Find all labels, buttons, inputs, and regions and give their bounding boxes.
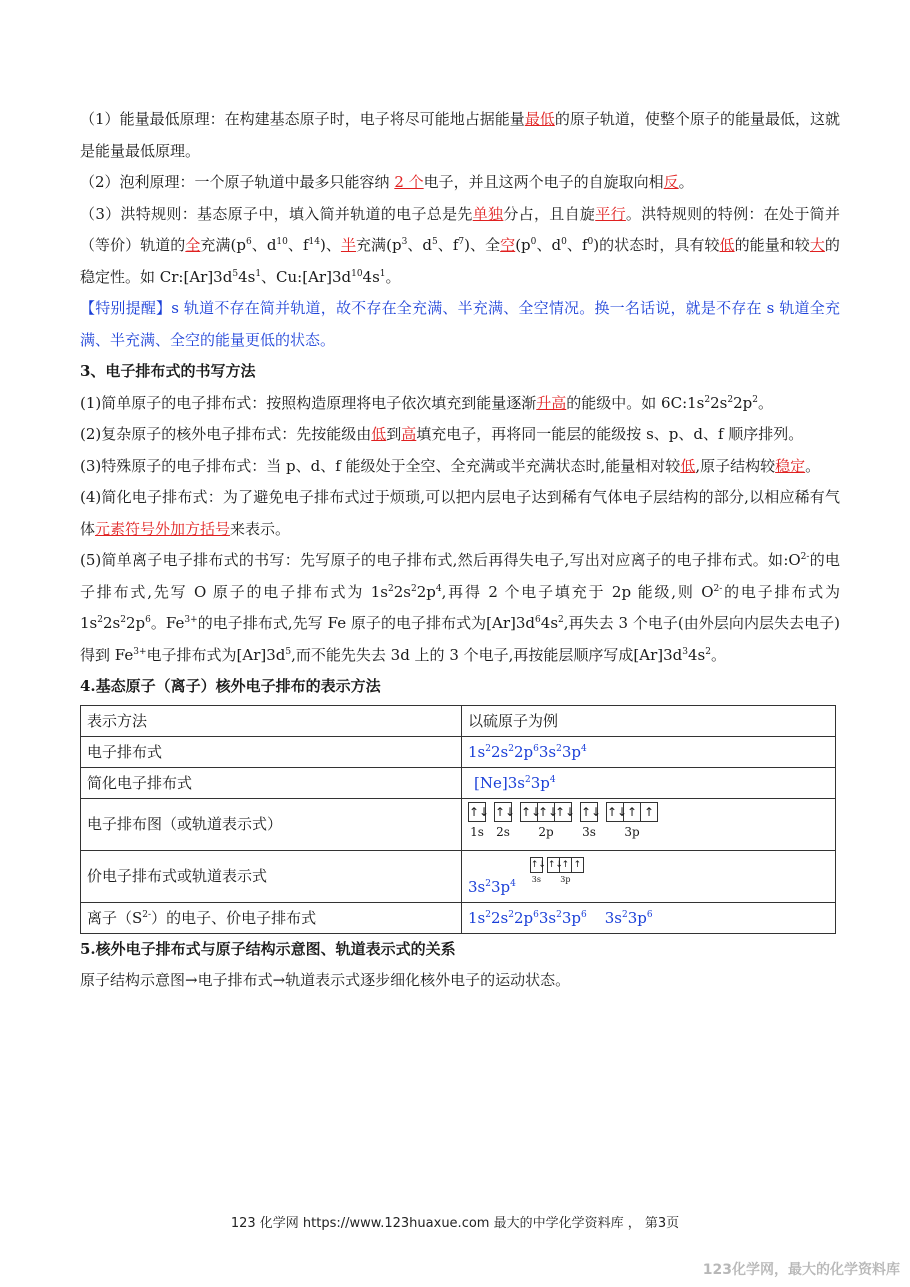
note-text: s 轨道不存在简并轨道，故不存在全充满、半充满、全空情况。换一名话说，就是不存在 s 轨道全充满、半充满、全空的能量更低的状态。 [80,299,840,349]
text: (p [515,236,531,254]
rule-special-atom [80,451,840,483]
text: 2s [102,614,121,632]
text: 、f [566,236,588,254]
orbital-2s [494,802,516,840]
text: 来表示。 [230,519,291,538]
table-row [81,767,836,798]
keyword: 低 [680,456,696,475]
arrow-pair-icon: ↑↓ [468,802,486,822]
text: 充满(p [200,236,246,254]
paragraph-energy-principle [80,104,840,167]
text: 到 [386,425,402,443]
table-cell: $1s^22s^22p^63s^23p^6$ $3s^23p^6$ [462,902,836,933]
text: 的原子轨道，使整个原子的能量最低，这就是能量最低原理。 [80,110,840,160]
arrow-pair-icon: ↑↓ [555,802,572,822]
table-header-cell: 表示方法 [81,705,462,736]
superscript: 2 [704,394,711,405]
rule-complex-atom [80,419,840,451]
superscript: 5 [285,646,292,657]
orbital-1s [468,802,490,840]
text: （3）洪特规则：基态原子中，填入简并轨道的电子总是先 [80,204,473,223]
valence-cell [462,850,836,902]
superscript: 5 [432,237,438,247]
text: 4s [362,267,380,286]
text: (3)特殊原子的电子排布式：当 p、d、f 能级处于全空、全充满或半充满状态时,能量相对较 [80,456,681,475]
arrow-pair-icon: ↑↓ [530,857,543,873]
text: 充满(p [356,236,402,254]
superscript: 3+ [133,646,147,657]
paragraph-hund-rule [80,199,840,294]
text: 、d [251,236,277,254]
page-content [80,104,840,997]
orbital-3p [547,857,584,885]
superscript: 2 [410,583,417,594]
table-cell: 价电子排布式或轨道表示式 [81,850,462,902]
orbital-2p [520,802,576,840]
keyword: 全 [185,236,201,254]
text: 、d [536,236,562,254]
orbital-3p [606,802,658,840]
arrow-pair-icon: ↑↓ [494,802,512,822]
keyword: 空 [500,236,516,254]
text: 的电子排布式,先写 O 原子的电子排布式为 1s [80,551,840,601]
superscript: 3+ [184,615,198,625]
arrow-up-icon: ↑ [641,802,658,822]
superscript: 2 [752,394,758,405]
relation-text: 原子结构示意图→电子排布式→轨道表示式逐步细化核外电子的运动状态。 [80,971,571,989]
text: 、d [407,236,432,254]
section-heading-3: 3、电子排布式的书写方法 [80,362,256,380]
text: 、f [287,236,309,254]
table-row [81,736,836,767]
orbital-diagram [468,799,829,840]
text: 。 [710,645,726,664]
keyword: 稳定 [775,456,806,475]
text: 2p [416,582,436,601]
text: 填充电子，再将同一能层的能级按 s、p、d、f 顺序排列。 [416,425,804,443]
superscript: 5 [232,268,239,279]
superscript: 6 [245,237,252,247]
text: 的能级中。如 6C:1s [566,393,705,412]
arrow-up-icon: ↑ [572,857,584,873]
superscript: 6 [535,615,541,625]
section-heading-5: 5.核外电子排布式与原子结构示意图、轨道表示式的关系 [80,939,456,958]
superscript: 2 [120,615,126,625]
superscript: 2 [558,615,564,625]
text: ,再得 2 个电子填充于 2p 能级,则 O [441,582,714,601]
arrow-pair-icon: ↑↓ [580,802,598,822]
note-label: 【特别提醒】 [80,299,172,317]
keyword: 高 [401,425,417,443]
keyword: 反 [663,173,679,191]
text: ,再失去 3 个电子(由外层向内层失去电子)得到 Fe [80,614,841,664]
superscript: 3 [401,237,408,247]
orbital-label: 3s [531,874,541,884]
text: )、全 [464,236,501,254]
text: 。 [678,173,694,191]
text: 。 [385,267,401,286]
superscript: 4 [435,583,442,594]
superscript: 2- [713,583,723,594]
special-note [80,293,840,356]
superscript: 1 [379,268,386,279]
superscript: 1 [255,268,262,279]
keyword: 升高 [536,393,567,412]
superscript: 2 [387,583,394,594]
keyword: 低 [371,425,387,443]
text: 的稳定性。如 Cr:[Ar]3d [80,236,840,286]
superscript: 10 [276,237,288,247]
orbital-label: 3s [582,824,596,839]
superscript: 0 [561,237,567,247]
text: 。 [805,456,821,475]
arrow-up-icon: ↑ [624,802,641,822]
text: 的能量和较 [734,236,810,254]
superscript: 0 [587,237,594,247]
superscript: 2 [705,646,711,657]
representation-table [80,705,836,934]
table-cell: 电子排布图（或轨道表示式） [81,798,462,850]
text: 2s [710,393,728,412]
text: (5)简单离子电子排布式的书写：先写原子的电子排布式,然后再得失电子,写出对应离子的电子排布式。如:O [80,551,801,569]
text: 4s [540,614,559,632]
arrow-pair-icon: ↑↓ [606,802,624,822]
keyword: 单独 [472,204,504,223]
valence-config: $3s^23p^4$ [468,877,516,896]
orbital-3s [530,857,546,885]
section-heading-4: 4.基态原子（离子）核外电子排布的表示方法 [80,677,381,695]
superscript: 7 [458,237,465,247]
orbital-3s [580,802,602,840]
table-cell: 简化电子排布式 [81,767,462,798]
table-cell: $[Ne]3s^23p^4$ [462,767,836,798]
text: (4)简化电子排布式：为了避免电子排布式过于烦琐,可以把内层电子达到稀有气体电子层结构的部分,以相应稀有气体 [80,488,840,538]
text: 电子排布式为[Ar]3d [146,645,286,664]
text: (2)复杂原子的核外电子排布式：先按能级由 [80,425,372,443]
superscript: 2 [97,615,103,625]
orbital-label: 3p [560,874,571,884]
text: ,原子结构较 [695,456,776,475]
text: 4s [688,645,706,664]
text: 的电子排布式为 1s [80,582,840,632]
text: 的电子排布式,先写 Fe 原子的电子排布式为[Ar]3d [197,614,536,632]
text: （2）泡利原理：一个原子轨道中最多只能容纳 [80,173,395,191]
keyword: 元素符号外加方括号 [95,519,231,538]
orbital-label: 2s [496,824,510,839]
text: ,而不能先失去 3d 上的 3 个电子,再按能层顺序写成[Ar]3d [291,645,683,664]
table-cell: 电子排布式 [81,736,462,767]
text: 、f [437,236,459,254]
superscript: 2- [800,552,810,562]
keyword: 最低 [524,110,555,128]
text: 。Fe [150,614,185,632]
text: （1）能量最低原理：在构建基态原子时，电子将尽可能地占据能量 [80,110,525,128]
text: 分占，且自旋 [503,204,596,223]
text: 2p [125,614,146,632]
text: (1)简单原子的电子排布式：按照构造原理将电子依次填充到能量逐渐 [80,393,537,412]
rule-simple-ion [80,545,840,671]
paragraph-pauli-principle [80,167,840,199]
page-footer: 123 化学网 https://www.123huaxue.com 最大的中学化学资料库 ， 第3页 [230,1216,680,1231]
orbital-label: 3p [624,824,640,839]
superscript: 6 [145,615,151,625]
text: )、 [319,236,341,254]
orbital-label: 1s [470,824,484,839]
table-header-cell: 以硫原子为例 [462,705,836,736]
text: 2p [733,393,753,412]
table-cell: 离子$(S^{2-})$的电子、价电子排布式 [81,902,462,933]
text: 电子，并且这两个电子的自旋取向相 [423,173,664,191]
superscript: 14 [308,237,320,247]
rule-simplified [80,482,840,545]
table-row [81,902,836,933]
arrow-pair-icon: ↑↓ [538,802,555,822]
keyword: 平行 [595,204,626,223]
keyword: 大 [809,236,825,254]
keyword: 半 [340,236,356,254]
table-header-row [81,705,836,736]
orbital-label: 2p [538,824,554,839]
valence-orbital-diagram [530,851,592,885]
text: 。 [757,393,773,412]
superscript: 2 [727,394,734,405]
table-cell: $1s^22s^22p^63s^23p^4$ [462,736,836,767]
text: )的状态时，具有较 [593,236,720,254]
keyword: 2 个 [394,173,424,191]
text: 4s [238,267,256,286]
rule-simple-atom [80,388,840,420]
watermark: 123化学网，最大的化学资料库 [702,1262,900,1278]
keyword: 低 [719,236,735,254]
arrow-pair-icon: ↑↓ [547,857,560,873]
superscript: 0 [530,237,537,247]
table-row [81,798,836,850]
text: 2s [393,582,411,601]
orbital-diagram-cell [462,798,836,850]
text: 、Cu:[Ar]3d [261,267,352,286]
text: 。洪特规则的特例：在处于简并（等价）轨道的 [80,204,840,254]
arrow-up-icon: ↑ [560,857,572,873]
superscript: 3 [682,646,688,657]
table-row [81,850,836,902]
arrow-pair-icon: ↑↓ [520,802,538,822]
superscript: 10 [351,268,363,279]
